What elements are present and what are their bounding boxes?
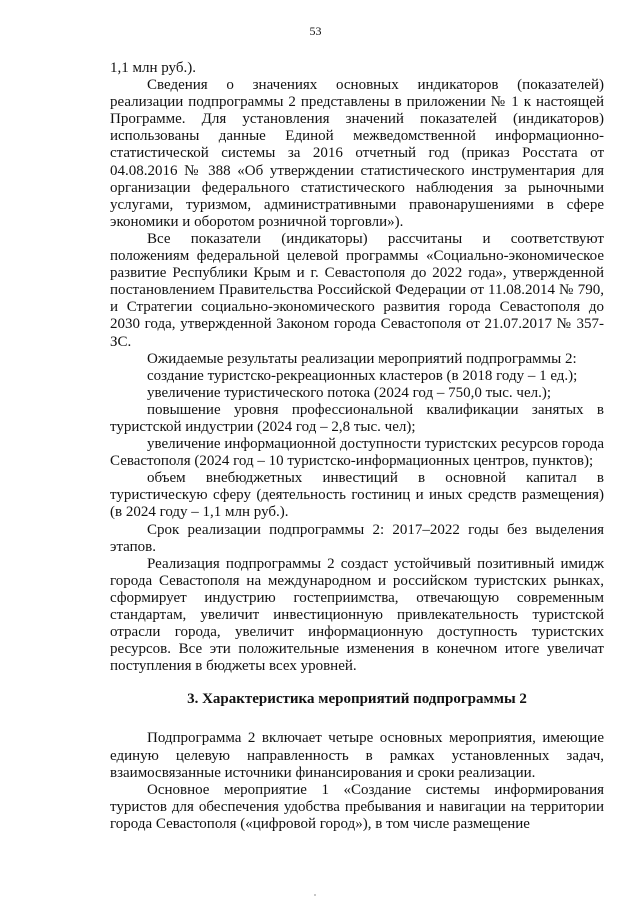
scan-speck [314,894,316,896]
paragraph: Срок реализации подпрограммы 2: 2017–2022 годы без выделения этапов. [110,521,604,555]
list-item: увеличение туристического потока (2024 год – 750,0 тыс. чел.); [147,384,552,401]
list-item: повышение уровня профессиональной квалификации занятых в туристской индустрии (2024 год – 2,8 тыс. чел); [110,401,604,435]
document-body [110,60,604,833]
list-item: объем внебюджетных инвестиций в основной капитал в туристическую сферу (деятельность гостиниц и иных средств размещения) (в 2024 году – 1,1 млн руб.). [110,470,604,521]
page-number: 53 [309,24,322,38]
list-item: увеличение информационной доступности туристских ресурсов города Севастополя (2024 год – 10 туристско-информационных центров, пунктов); [110,436,604,470]
list-item: создание туристско-рекреационных кластеров (в 2018 году – 1 ед.); [147,367,578,384]
paragraph: Сведения о значениях основных индикаторов (показателей) реализации подпрограммы 2 представлены в приложении № 1 к настоящей Программе. Для установления значений показателей (индикаторов) использованы данные Единой межведомственной информационно-статистической системы за 2016 отчетный год (приказ Росстата от 04.08.2016 № 388 «Об утверждении статистического инструментария для организации федерального статистического наблюдения за рыночными услугами, туризмом, административными правонарушениями в сфере экономики и оборотом розничной торговли»). [110,77,604,230]
paragraph: Все показатели (индикаторы) рассчитаны и соответствуют положениям федеральной целевой программы «Социально-экономическое развитие Республики Крым и г. Севастополя до 2022 года», утвержденной постановлением Правительства Российской Федерации от 11.08.2014 № 790, и Стратегии социально-экономического развития города Севастополя до 2030 года, утвержденной Законом города Севастополя от 21.07.2017 № 357-ЗС. [110,230,604,350]
paragraph: Ожидаемые результаты реализации мероприятий подпрограммы 2: [147,350,577,367]
paragraph: Реализация подпрограммы 2 создаст устойчивый позитивный имидж города Севастополя на международном и российском туристских рынках, сформирует индустрию гостеприимства, отвечающую современным стандартам, увеличит инвестиционную привлекательность туристской отрасли города, увеличит информационную доступность туристских ресурсов. Все эти положительные изменения в конечном итоге увеличат поступления в бюджеты всех уровней. [110,555,604,675]
paragraph: Основное мероприятие 1 «Создание системы информирования туристов для обеспечения удобства пребывания и навигации на территории города Севастополя («цифровой город»), в том числе размещение [110,781,604,832]
paragraph: Подпрограмма 2 включает четыре основных мероприятия, имеющие единую целевую направленность в рамках установленных задач, взаимосвязанные источники финансирования и сроки реализации. [110,730,604,781]
section-heading: 3. Характеристика мероприятий подпрограммы 2 [187,691,527,708]
paragraph: 1,1 млн руб.). [110,60,196,76]
